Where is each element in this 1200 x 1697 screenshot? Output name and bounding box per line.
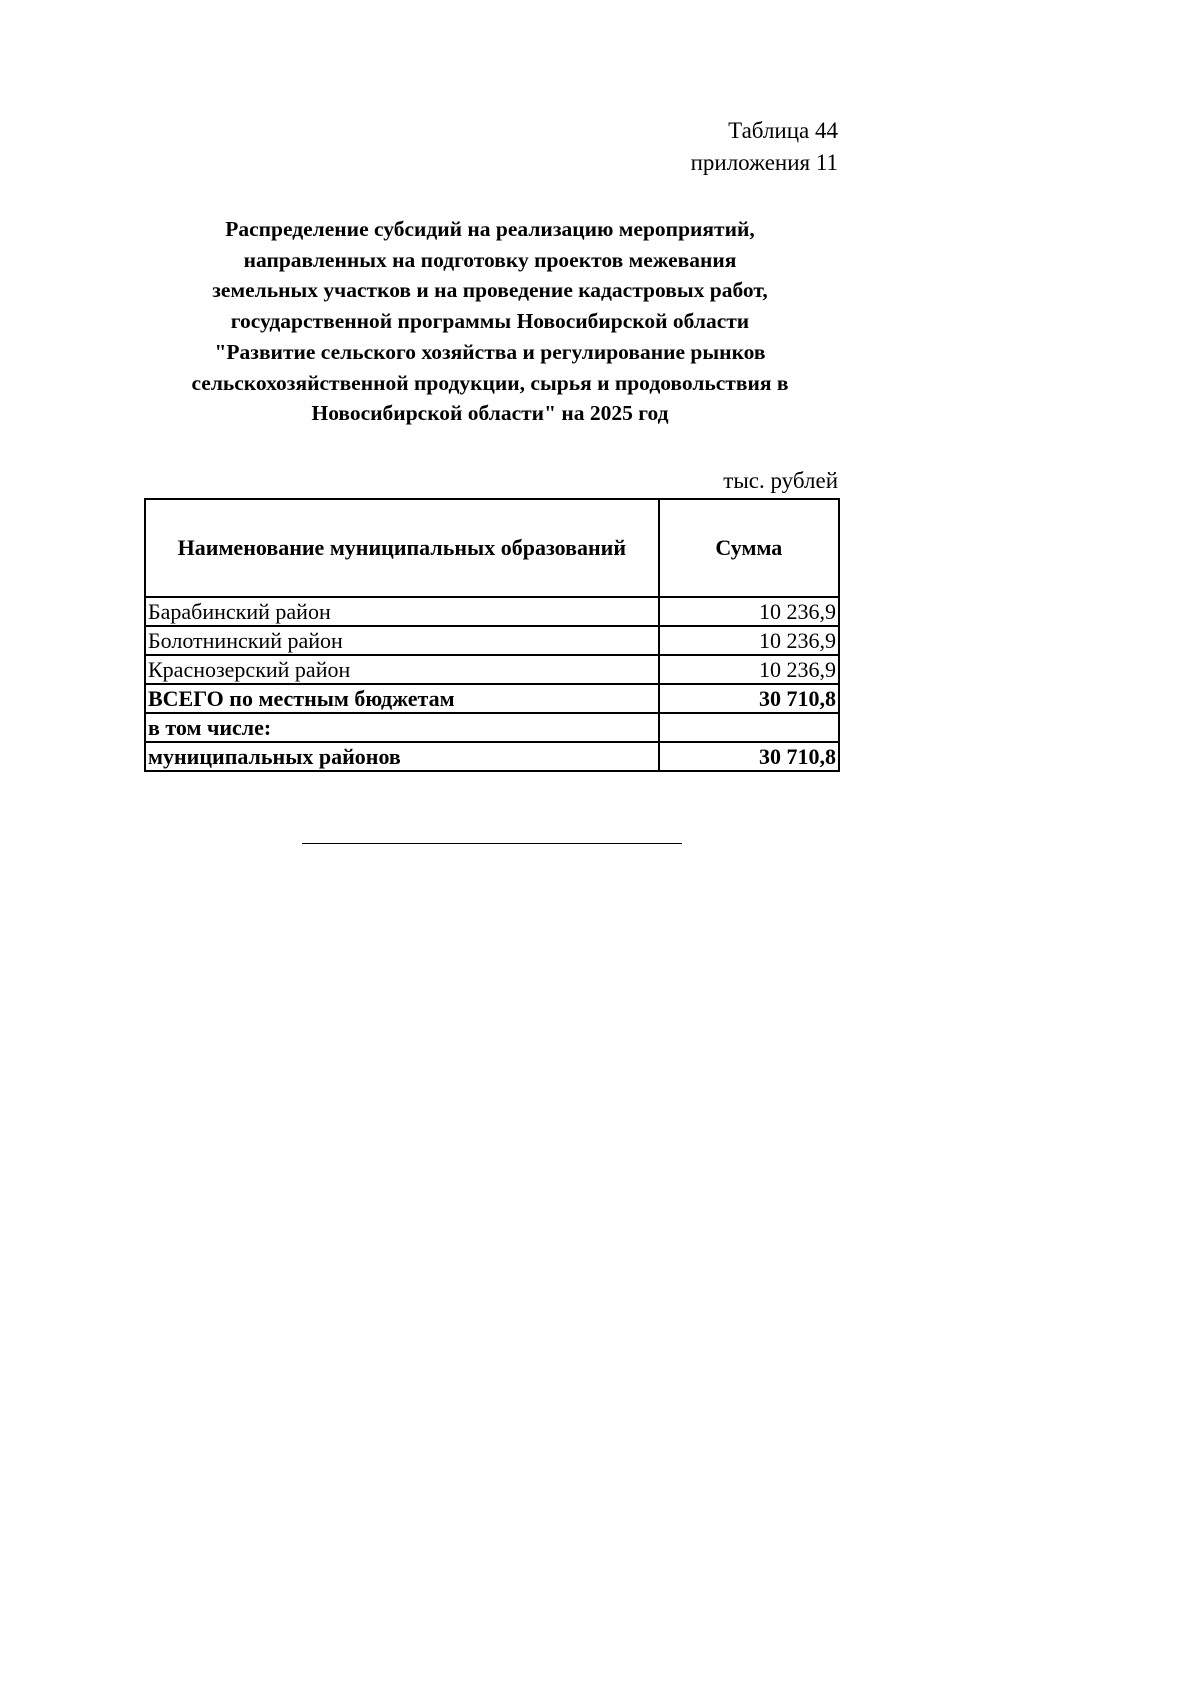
table-row-subtotal: [145, 742, 839, 771]
table-row: [145, 655, 839, 684]
table-row: [145, 597, 839, 626]
row-sum-cell: [659, 713, 839, 742]
units-label: тыс. рублей: [723, 468, 838, 493]
row-name-cell: Болотнинский район: [145, 626, 659, 655]
table-body: [145, 597, 839, 771]
title-line: Распределение субсидий на реализацию мероприятий,: [225, 217, 755, 241]
row-sum-cell: 30 710,8: [659, 684, 839, 713]
document-title: [140, 214, 840, 429]
title-line: направленных на подготовку проектов межевания: [243, 247, 737, 272]
title-line: сельскохозяйственной продукции, сырья и продовольствия в: [191, 370, 789, 395]
row-name-cell: в том числе:: [145, 713, 659, 742]
column-header-name: Наименование муниципальных образований: [145, 499, 659, 597]
table-header-row: [145, 499, 839, 597]
closing-rule-line: [302, 843, 682, 844]
row-name-cell: Краснозерский район: [145, 655, 659, 684]
title-line: земельных участков и на проведение кадастровых работ,: [212, 278, 768, 303]
appendix-number-label: приложения 11: [690, 150, 838, 175]
table-number-label: Таблица 44: [728, 118, 838, 143]
row-sum-cell: 10 236,9: [659, 597, 839, 626]
table-row: [145, 626, 839, 655]
table-row-including: [145, 713, 839, 742]
title-line: Новосибирской области" на 2025 год: [311, 401, 669, 426]
title-line: "Развитие сельского хозяйства и регулирование рынков: [214, 339, 766, 364]
row-sum-cell: 30 710,8: [659, 742, 839, 771]
subsidy-table: [144, 498, 840, 772]
table-row-total: [145, 684, 839, 713]
title-line: государственной программы Новосибирской области: [230, 309, 750, 334]
column-header-sum: Сумма: [659, 499, 839, 597]
row-sum-cell: 10 236,9: [659, 626, 839, 655]
row-name-cell: Барабинский район: [145, 597, 659, 626]
appendix-reference: [691, 115, 838, 179]
row-name-cell: ВСЕГО по местным бюджетам: [145, 684, 659, 713]
row-name-cell: муниципальных районов: [145, 742, 659, 771]
row-sum-cell: 10 236,9: [659, 655, 839, 684]
